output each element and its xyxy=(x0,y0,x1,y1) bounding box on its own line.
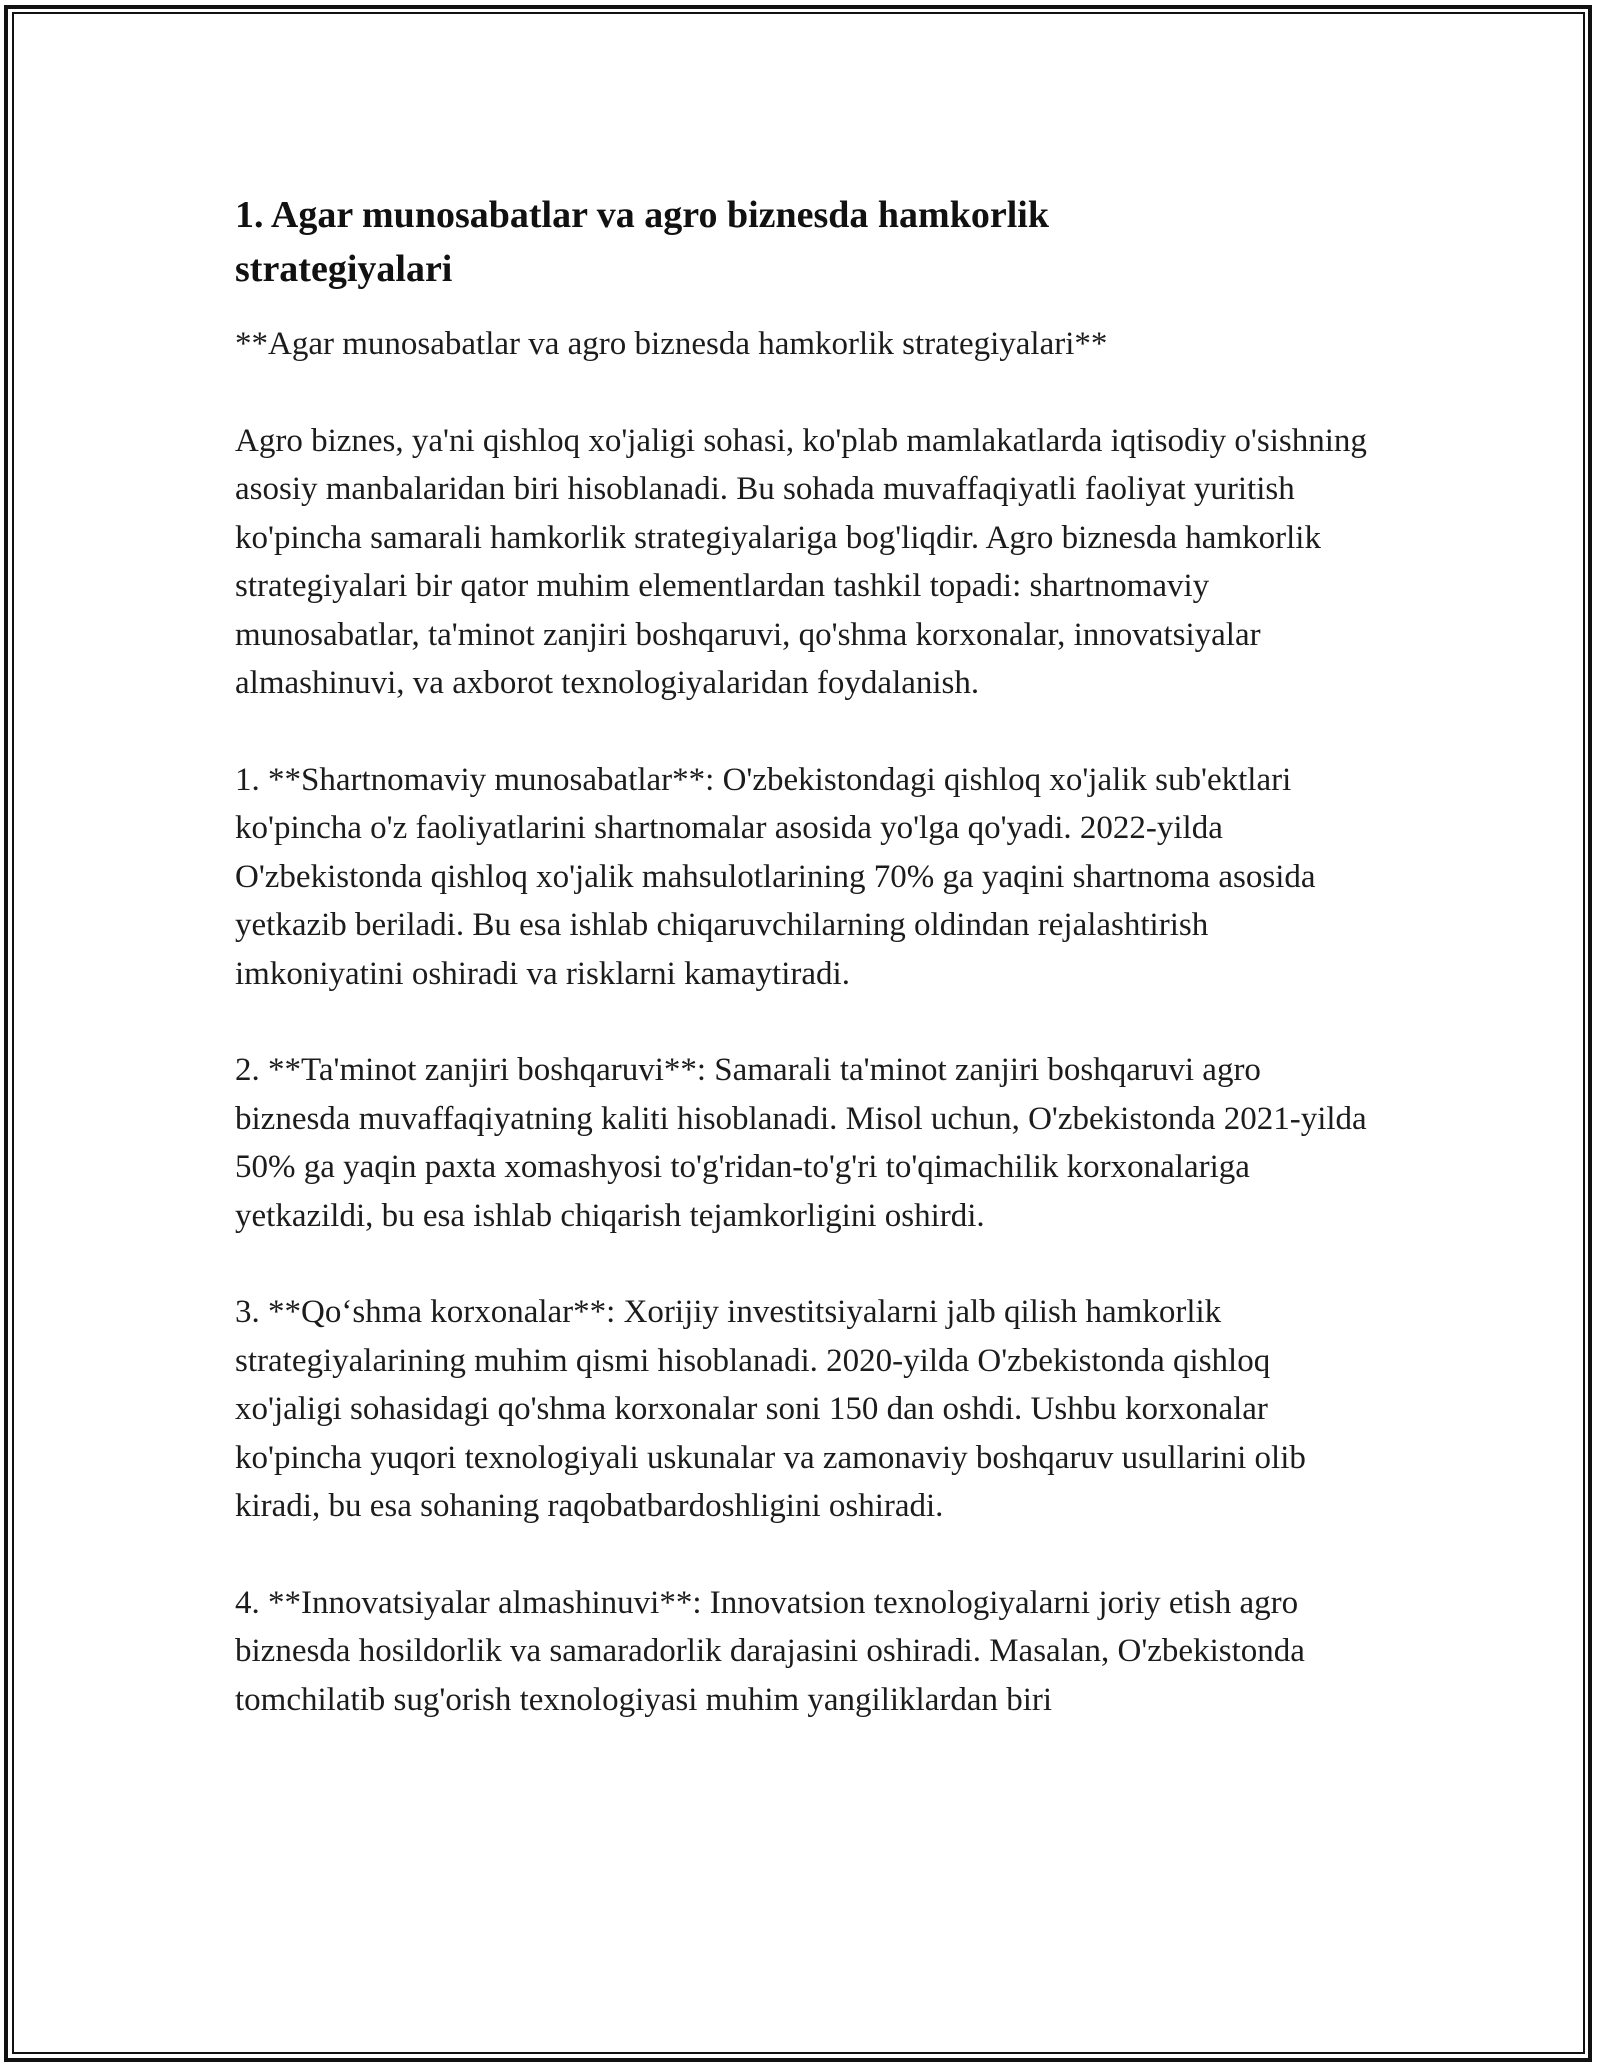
page-title xyxy=(235,188,1375,296)
subheading: **Agar munosabatlar va agro biznesda hamkorlik strategiyalari** xyxy=(235,326,1108,362)
list-item-supply-chain: 2. **Ta'minot zanjiri boshqaruvi**: Samarali ta'minot zanjiri boshqaruvi agro biznesda muvaffaqiyatning kaliti hisoblanadi. Misol uchun, O'zbekistonda 2021-yilda 50% ga yaqin paxta xomashyosi to'g'ridan-to'g'ri to'qimachilik korxonalariga yetkazildi, bu esa ishlab chiqarish tejamkorligini oshirdi. xyxy=(235,1052,1367,1234)
document-body xyxy=(235,188,1375,1772)
list-item-contracts: 1. **Shartnomaviy munosabatlar**: O'zbekistondagi qishloq xo'jalik sub'ektlari ko'pincha o'z faoliyatlarini shartnomalar asosida yo'lga qo'yadi. 2022-yilda O'zbekistonda qishloq xo'jalik mahsulotlarining 70% ga yaqini shartnoma asosida yetkazib beriladi. Bu esa ishlab chiqaruvchilarning oldindan rejalashtirish imkoniyatini oshiradi va risklarni kamaytiradi. xyxy=(235,761,1316,992)
list-item-joint-ventures: 3. **Qo‘shma korxonalar**: Xorijiy investitsiyalarni jalb qilish hamkorlik strategiyalarining muhim qismi hisoblanadi. 2020-yilda O'zbekistonda qishloq xo'jaligi sohasidagi qo'shma korxonalar soni 150 dan oshdi. Ushbu korxonalar ko'pincha yuqori texnologiyali uskunalar va zamonaviy boshqaruv usullarini olib kiradi, bu esa sohaning raqobatbardoshligini oshiradi. xyxy=(235,1294,1306,1524)
title-line-1: 1. Agar munosabatlar va agro biznesda hamkorlik xyxy=(235,194,1049,236)
title-line-2: strategiyalari xyxy=(235,248,453,290)
intro-paragraph: Agro biznes, ya'ni qishloq xo'jaligi sohasi, ko'plab mamlakatlarda iqtisodiy o'sishning asosiy manbalaridan biri hisoblanadi. Bu sohada muvaffaqiyatli faoliyat yuritish ko'pincha samarali hamkorlik strategiyalariga bog'liqdir. Agro biznesda hamkorlik strategiyalari bir qator muhim elementlardan tashkil topadi: shartnomaviy munosabatlar, ta'minot zanjiri boshqaruvi, qo'shma korxonalar, innovatsiyalar almashinuvi, va axborot texnologiyalaridan foydalanish. xyxy=(235,422,1367,701)
list-item-innovation: 4. **Innovatsiyalar almashinuvi**: Innovatsion texnologiyalarni joriy etish agro biznesda hosildorlik va samaradorlik darajasini oshiradi. Masalan, O'zbekistonda tomchilatib sug'orish texnologiyasi muhim yangiliklardan biri xyxy=(235,1584,1305,1718)
